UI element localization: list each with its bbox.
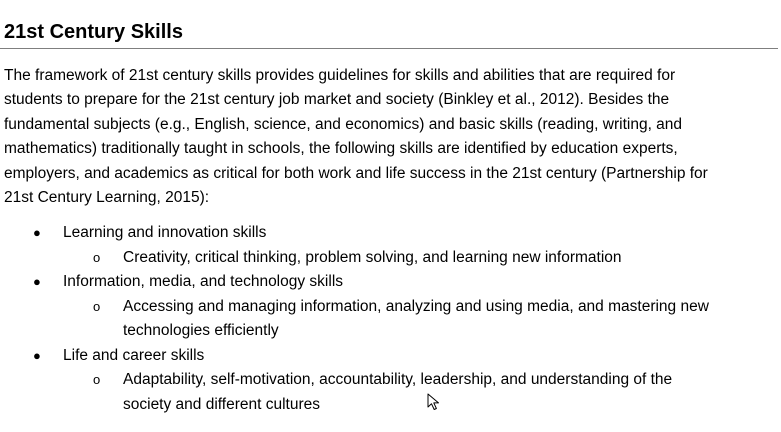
sub-list-item-continuation: [0, 393, 781, 418]
sub-list-item-continuation: [0, 319, 781, 344]
heading-underline-divider: [0, 48, 778, 49]
paragraph-line: employers, and academics as critical for both work and life success in the 21st century (Partnership for: [4, 164, 708, 182]
sub-bullet-icon: o: [93, 249, 101, 265]
paragraph-line: fundamental subjects (e.g., English, science, and economics) and basic skills (reading, writing, and: [4, 115, 683, 133]
skill-label: Life and career skills: [63, 346, 205, 364]
mouse-pointer-icon: [427, 393, 443, 411]
sub-list-item: [0, 246, 781, 271]
sub-list-item: [0, 368, 781, 393]
skill-label: Information, media, and technology skills: [63, 273, 344, 290]
skill-detail: Accessing and managing information, analyzing and using media, and mastering new: [123, 297, 709, 315]
section-heading: 21st Century Skills: [4, 21, 183, 43]
bullet-icon: ●: [33, 225, 41, 240]
list-item: [0, 221, 781, 246]
sub-bullet-icon: o: [93, 372, 101, 387]
skill-detail: technologies efficiently: [123, 322, 279, 339]
skill-label: Learning and innovation skills: [63, 224, 267, 241]
list-item: [0, 344, 781, 369]
paragraph-line: 21st Century Learning, 2015):: [4, 188, 210, 206]
paragraph-line: students to prepare for the 21st century job market and society (Binkley et al., 2012). Besides the: [4, 91, 670, 109]
paragraph-line: mathematics) traditionally taught in schools, the following skills are identified by education experts,: [4, 140, 678, 158]
bullet-icon: ●: [33, 347, 41, 363]
skill-detail: society and different cultures: [123, 395, 321, 413]
skills-list: [0, 221, 781, 417]
bullet-icon: ●: [33, 274, 41, 289]
skill-detail: Adaptability, self-motivation, accountability, leadership, and understanding of the: [123, 371, 673, 388]
skill-detail: Creativity, critical thinking, problem solving, and learning new information: [123, 248, 622, 266]
sub-bullet-icon: o: [93, 298, 101, 314]
list-item: [0, 270, 781, 295]
paragraph-line: The framework of 21st century skills provides guidelines for skills and abilities that are required for: [4, 67, 676, 84]
intro-paragraph: [4, 64, 774, 210]
sub-list-item: [0, 295, 781, 320]
